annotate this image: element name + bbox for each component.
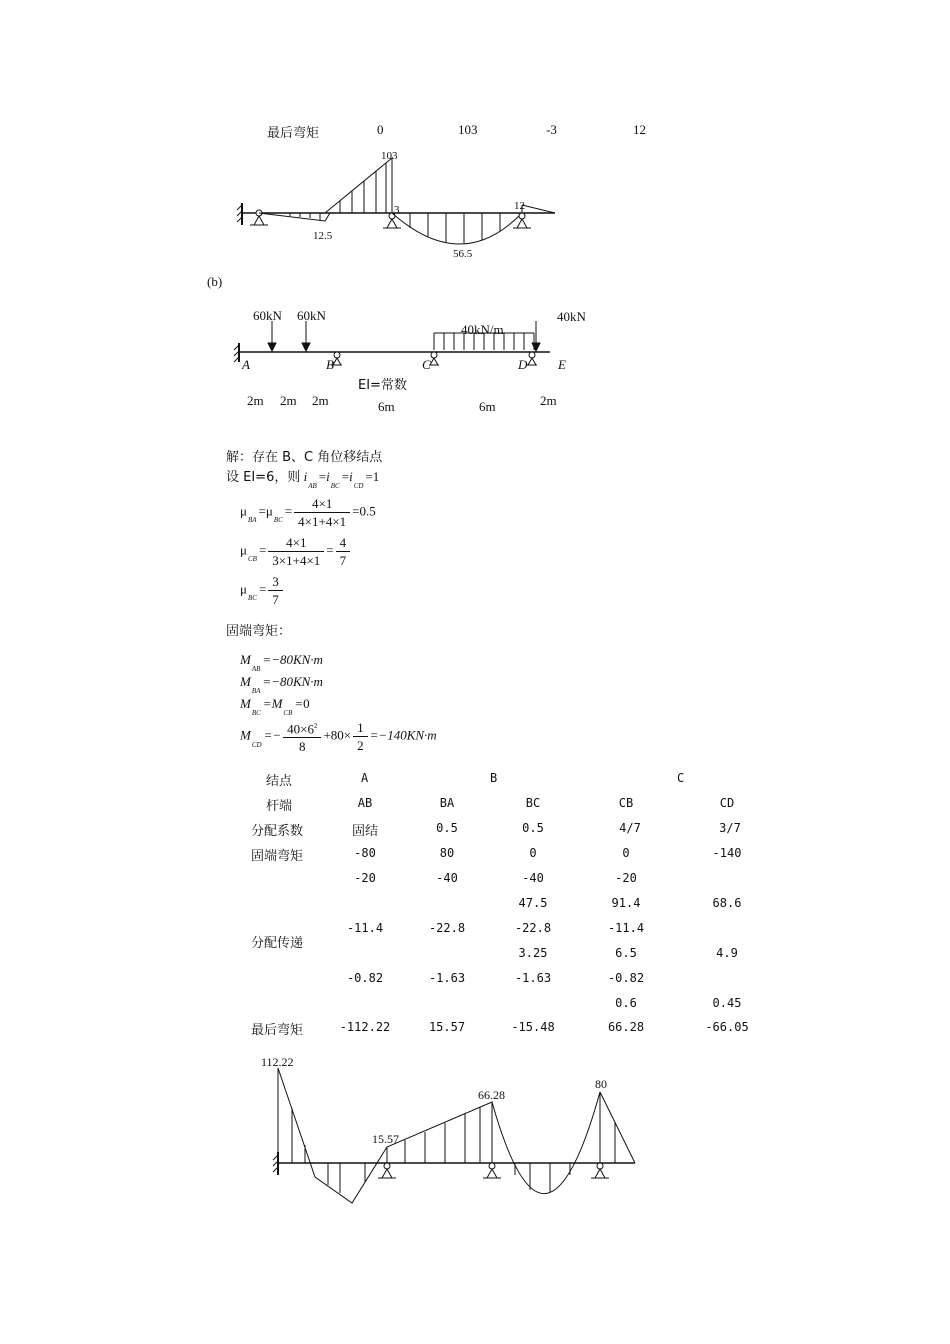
- diagram-label: 12.5: [313, 230, 333, 242]
- table-end: CB: [618, 796, 634, 810]
- diagram-label: 66.28: [478, 1088, 505, 1102]
- node-label: B: [326, 357, 334, 372]
- final-moment-value: 12: [633, 122, 646, 137]
- table-cell: 0: [529, 846, 537, 860]
- moment-ab: $M_{AB}=-80KN\cdot m$: [240, 652, 323, 673]
- table-cell: 0.6: [615, 996, 637, 1010]
- table-end: BA: [439, 796, 455, 810]
- node-label: C: [422, 357, 431, 372]
- table-cell: -11.4: [346, 921, 384, 935]
- dimension: 2m: [540, 393, 557, 408]
- mu-bc-formula: $\mu_{BC}=$ $\frac{3}{7}$: [240, 573, 285, 608]
- table-end: AB: [357, 796, 373, 810]
- table-header-label: 杆端: [266, 799, 293, 814]
- table-node: C: [677, 771, 685, 785]
- table-cell: -1.63: [428, 971, 466, 985]
- table-cell: 47.5: [518, 896, 548, 910]
- table-cell: -80: [354, 846, 376, 860]
- load-label: 60kN: [297, 308, 326, 323]
- table-end: BC: [525, 796, 541, 810]
- table-cell: -11.4: [607, 921, 645, 935]
- table-cell: 4/7: [619, 821, 641, 835]
- moment-ba: $M_{BA}=-80KN\cdot m$: [240, 674, 323, 695]
- table-end: CD: [719, 796, 735, 810]
- diagram-label: 12: [514, 200, 525, 212]
- table-cell: -40: [436, 871, 458, 885]
- table-cell: -140: [712, 846, 742, 860]
- load-label: 40kN: [557, 309, 586, 324]
- table-cell: -66.05: [705, 1020, 749, 1034]
- mu-ba-bc-formula: $\mu_{BA}=\mu_{BC}=$ $\frac{4\times 1}{4\times 1+4\times 1}$ =0.5: [240, 496, 376, 529]
- table-row-label: 分配传递: [251, 936, 304, 951]
- table-cell: -0.82: [346, 971, 384, 985]
- dimension: 6m: [479, 399, 496, 414]
- dimension: 2m: [280, 393, 297, 408]
- table-row-label: 最后弯矩: [251, 1023, 304, 1038]
- table-node: B: [490, 771, 498, 785]
- table-cell: 66.28: [607, 1020, 645, 1034]
- final-moment-value: 103: [458, 122, 478, 137]
- diagram-label: 56.5: [453, 248, 473, 260]
- table-cell: 4.9: [716, 946, 738, 960]
- diagram-label: 80: [595, 1077, 607, 1091]
- mu-cb-formula: $\mu_{CB}=$ $\frac{4\times 1}{3\times 1+4\times 1}$ = $\frac{4}{7}$: [240, 534, 352, 569]
- table-cell: 6.5: [615, 946, 637, 960]
- table-cell: 0.45: [712, 996, 742, 1010]
- table-cell: -1.63: [514, 971, 552, 985]
- final-moment-label: 最后弯矩: [267, 126, 320, 141]
- diagram-label: 15.57: [372, 1132, 399, 1146]
- table-node: A: [361, 771, 369, 785]
- table-cell: -20: [615, 871, 637, 885]
- table-cell: 固结: [351, 824, 379, 839]
- load-label: 60kN: [253, 308, 282, 323]
- fixed-end-moments-title: 固端弯矩：: [226, 624, 292, 639]
- table-cell: -20: [354, 871, 376, 885]
- table-cell: 0.5: [522, 821, 544, 835]
- table-cell: 80: [439, 846, 455, 860]
- table-cell: -40: [522, 871, 544, 885]
- table-cell: 3/7: [719, 821, 741, 835]
- ei-note: EI=常数: [358, 378, 407, 393]
- table-header-label: 结点: [266, 774, 293, 789]
- diagram-label: 103: [381, 150, 398, 162]
- stiffness-line: 设 EI=6，则 $i_{AB}=i_{BC}=i_{CD}=1$: [226, 469, 380, 490]
- node-label: D: [518, 357, 528, 372]
- table-cell: -0.82: [607, 971, 645, 985]
- table-cell: 0.5: [436, 821, 458, 835]
- node-label: A: [242, 357, 250, 372]
- table-cell: -22.8: [428, 921, 466, 935]
- node-label: E: [558, 357, 566, 372]
- table-cell: -112.22: [339, 1020, 391, 1034]
- diagram-label: 112.22: [261, 1055, 294, 1069]
- final-moment-value: -3: [546, 122, 557, 137]
- solution-intro: 解：存在 B、C 角位移结点: [226, 450, 383, 465]
- dimension: 6m: [378, 399, 395, 414]
- table-cell: 91.4: [611, 896, 641, 910]
- table-row-label: 分配系数: [251, 824, 304, 839]
- table-cell: -15.48: [511, 1020, 555, 1034]
- load-label: 40kN/m: [461, 322, 504, 337]
- diagram-label: 3: [394, 204, 400, 216]
- table-cell: 3.25: [518, 946, 548, 960]
- final-moment-value: 0: [377, 122, 384, 137]
- table-cell: 68.6: [712, 896, 742, 910]
- table-cell: 15.57: [428, 1020, 466, 1034]
- table-row-label: 固端弯矩: [251, 849, 304, 864]
- dimension: 2m: [312, 393, 329, 408]
- moment-cd: $M_{CD}=-$ $\frac{40\times 6^2}{8}$ +80× $\frac{1}{2}$ =−140KN·m: [240, 718, 437, 755]
- table-cell: 0: [622, 846, 630, 860]
- moment-bc-cb: $M_{BC}=M_{CB}=0$: [240, 696, 310, 717]
- dimension: 2m: [247, 393, 264, 408]
- part-label: (b): [207, 274, 223, 289]
- table-cell: -22.8: [514, 921, 552, 935]
